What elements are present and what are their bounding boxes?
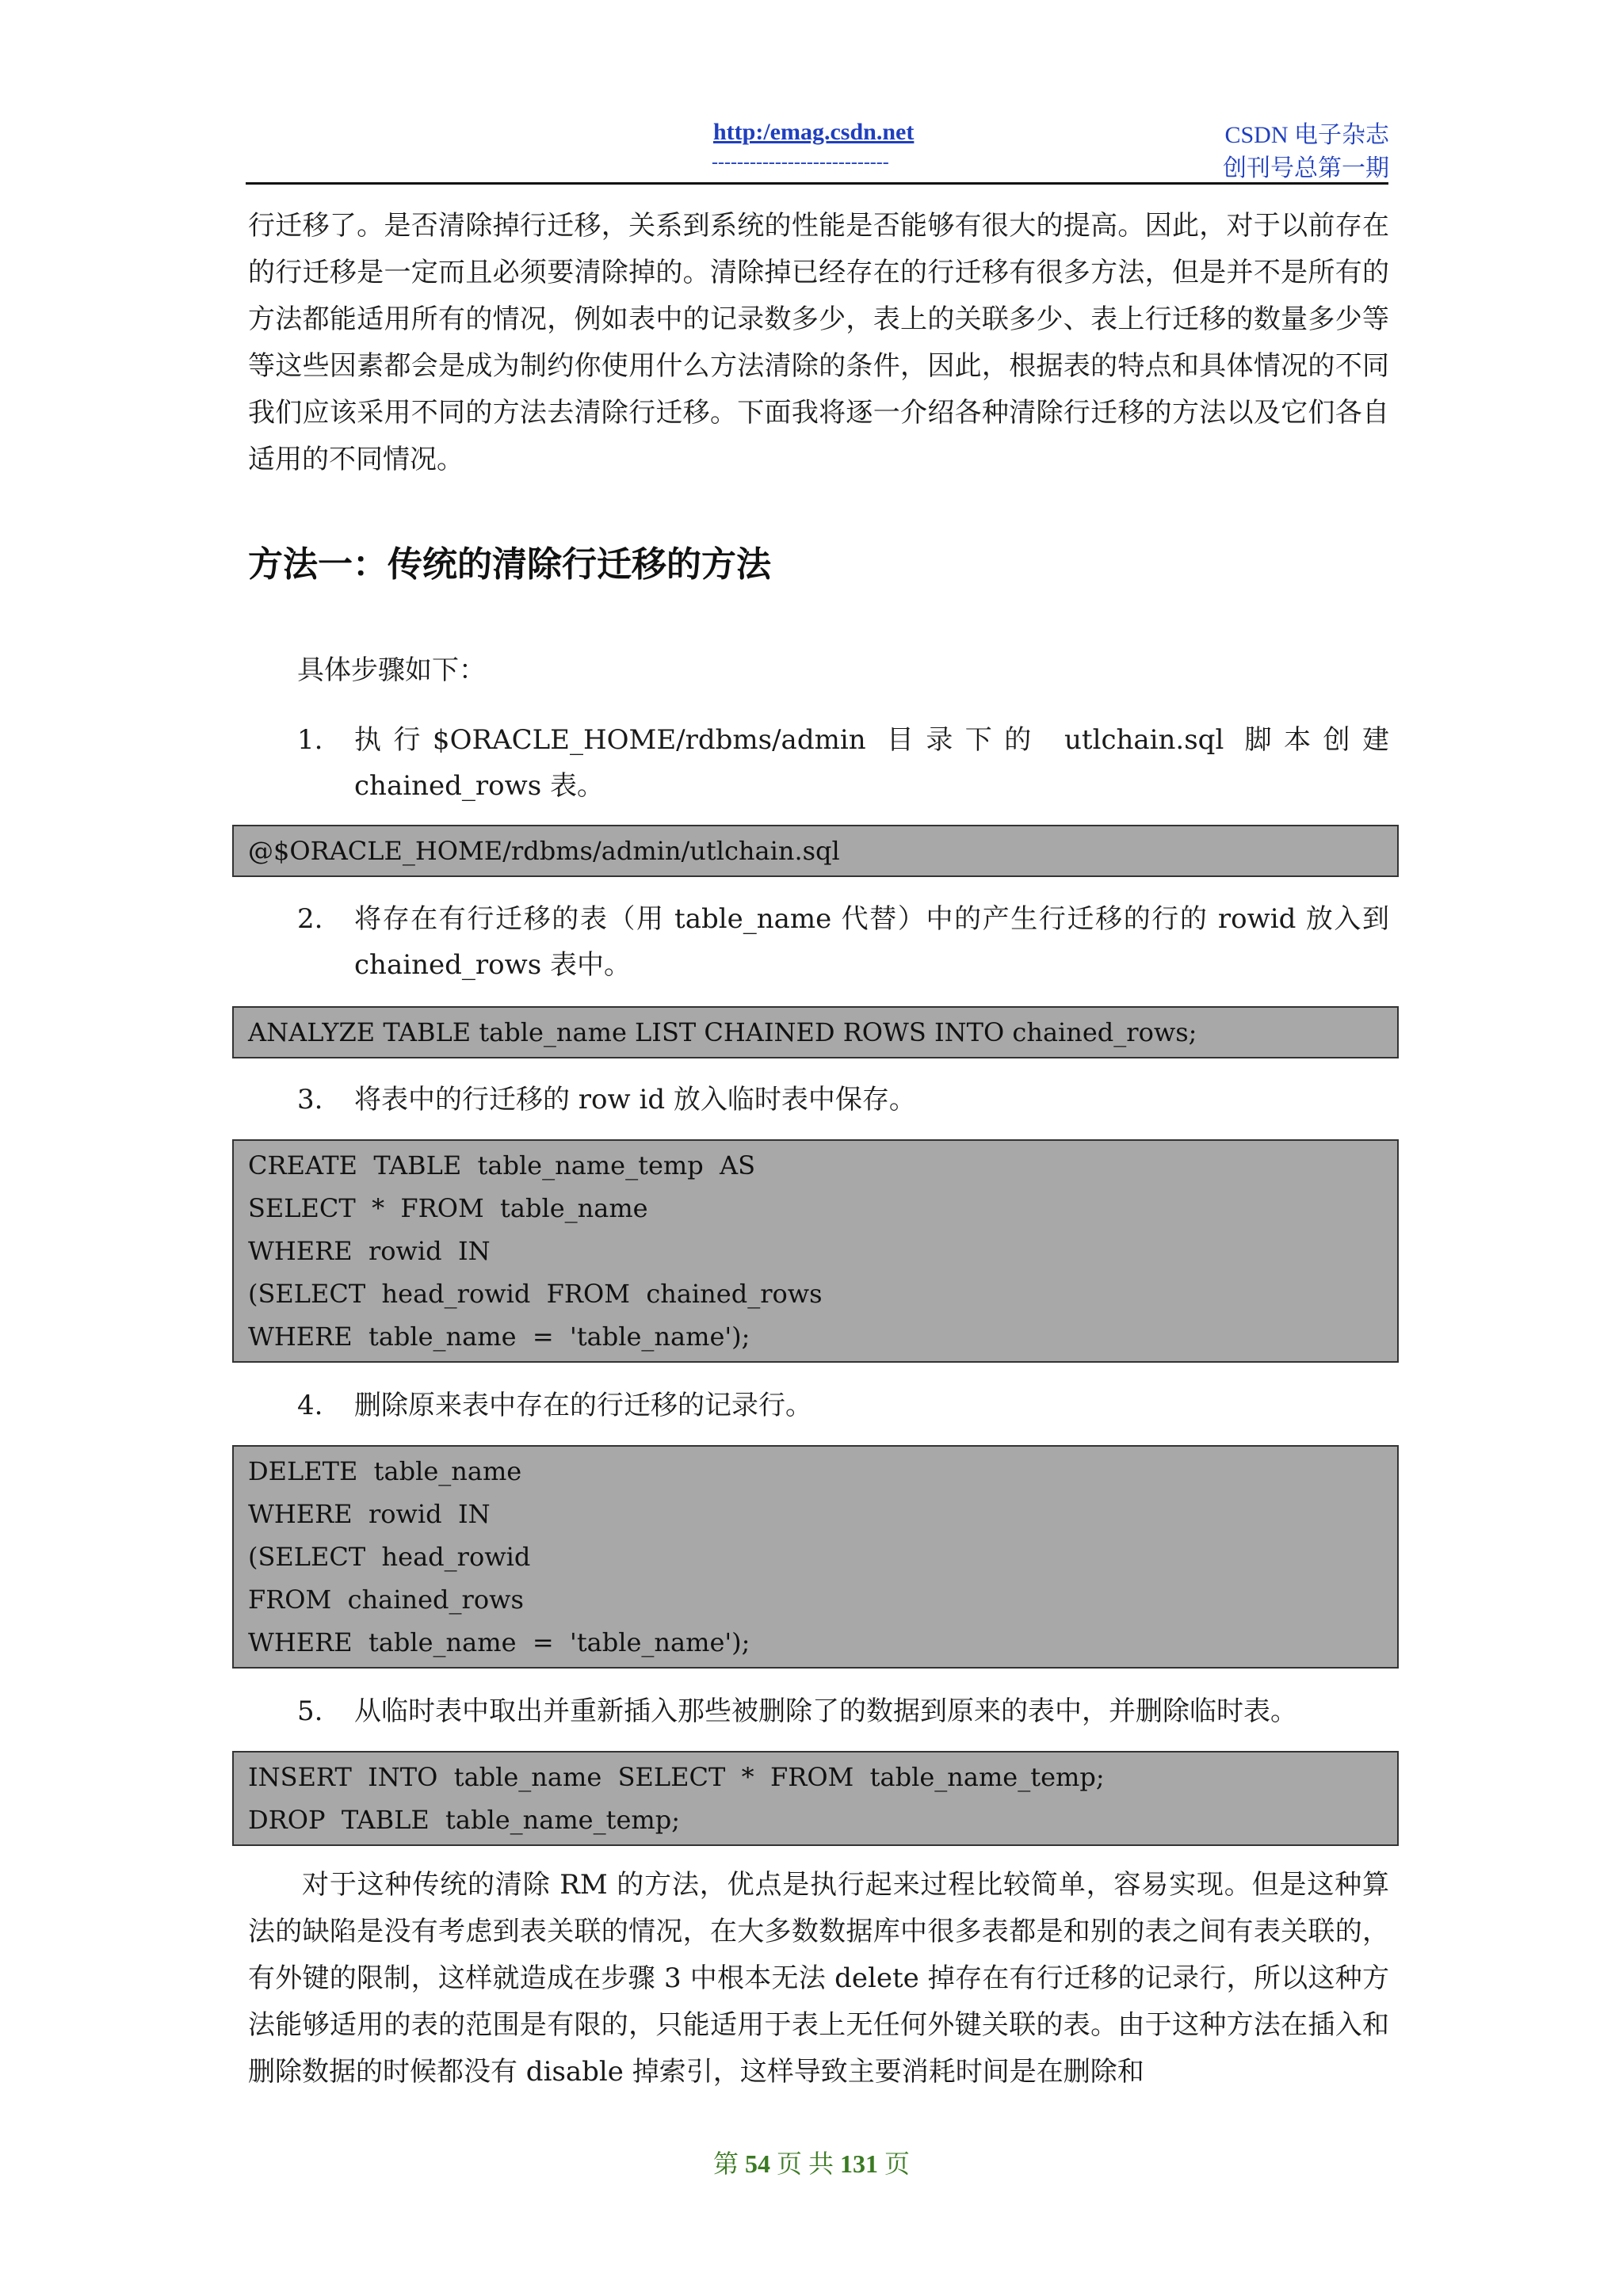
magazine-info	[1223, 119, 1389, 185]
header-link[interactable]: http:/emag.csdn.net	[713, 119, 915, 145]
footer-prefix: 第	[712, 2149, 739, 2178]
step-number: 4.	[297, 1390, 323, 1421]
code-line: ANALYZE TABLE table_name LIST CHAINED ROWS INTO chained_rows;	[248, 1017, 1197, 1047]
step-text: 将存在有行迁移的表（用 table_name 代替）中的产生行迁移的行的 rowid 放入到 chained_rows 表中。	[354, 903, 1389, 981]
magazine-title: CSDN 电子杂志	[1224, 122, 1389, 148]
code-block-5	[232, 1751, 1399, 1846]
code-line: DROP TABLE table_name_temp;	[248, 1805, 680, 1835]
step-4	[297, 1383, 1389, 1428]
step-number: 1.	[297, 724, 323, 756]
magazine-issue: 创刊号总第一期	[1223, 155, 1389, 181]
code-line: DELETE table_name	[248, 1456, 522, 1486]
step-text: 将表中的行迁移的 row id 放入临时表中保存。	[354, 1084, 916, 1116]
header-divider	[246, 182, 1388, 185]
code-block-2	[232, 1006, 1399, 1058]
section-heading: 方法一：传统的清除行迁移的方法	[248, 544, 771, 585]
step-2	[297, 896, 1389, 988]
steps-intro: 具体步骤如下：	[297, 654, 486, 686]
code-line: WHERE table_name = 'table_name');	[248, 1627, 750, 1657]
intro-paragraph: 行迁移了。是否清除掉行迁移，关系到系统的性能是否能够有很大的提高。因此，对于以前存在的行迁移是一定而且必须要清除掉的。清除掉已经存在的行迁移有很多方法，但是并不是所有的方法都能适用所有的情况，例如表中的记录数多少，表上的关联多少、表上行迁移的数量多少等等这些因素都会是成为制约你使用什么方法清除的条件，因此，根据表的特点和具体情况的不同我们应该采用不同的方法去清除行迁移。下面我将逐一介绍各种清除行迁移的方法以及它们各自适用的不同情况。	[248, 210, 1389, 475]
step-3	[297, 1077, 1389, 1123]
header-dashes: ----------------------------	[712, 152, 889, 173]
code-line: (SELECT head_rowid	[248, 1542, 531, 1572]
step-text: 从临时表中取出并重新插入那些被删除了的数据到原来的表中，并删除临时表。	[354, 1695, 1297, 1727]
footer-suffix: 页	[884, 2149, 911, 2178]
step-number: 2.	[297, 903, 323, 935]
code-line: WHERE rowid IN	[248, 1499, 491, 1529]
page-footer	[0, 2144, 1623, 2180]
step-number: 3.	[297, 1084, 323, 1116]
footer-total-pages: 131	[840, 2149, 878, 2178]
code-block-3	[232, 1139, 1399, 1363]
code-line: WHERE rowid IN	[248, 1236, 491, 1266]
code-line: INSERT INTO table_name SELECT * FROM table_name_temp;	[248, 1762, 1105, 1792]
code-line: WHERE table_name = 'table_name');	[248, 1322, 750, 1352]
step-number: 5.	[297, 1695, 323, 1727]
step-text: 删除原来表中存在的行迁移的记录行。	[354, 1390, 812, 1421]
code-block-1	[232, 825, 1399, 877]
code-block-4	[232, 1445, 1399, 1669]
analysis-paragraph: 对于这种传统的清除 RM 的方法，优点是执行起来过程比较简单，容易实现。但是这种算法的缺陷是没有考虑到表关联的情况，在大多数数据库中很多表都是和别的表之间有表关联的，有外键的限制，这样就造成在步骤 3 中根本无法 delete 掉存在有行迁移的记录行，所以这种方法能够适用的表的范围是有限的，只能适用于表上无任何外键关联的表。由于这种方法在插入和删除数据的时候都没有 disable 掉索引，这样导致主要消耗时间是在删除和	[248, 1869, 1389, 2088]
step-1	[297, 717, 1389, 809]
step-text: 执行$ORACLE_HOME/rdbms/admin 目录下的 utlchain.sql 脚本创建 chained_rows 表。	[354, 724, 1389, 802]
footer-middle: 页 共	[776, 2149, 834, 2178]
code-line: (SELECT head_rowid FROM chained_rows	[248, 1279, 823, 1309]
code-line: SELECT * FROM table_name	[248, 1193, 648, 1223]
code-line: @$ORACLE_HOME/rdbms/admin/utlchain.sql	[248, 836, 840, 866]
footer-page-number: 54	[744, 2149, 770, 2178]
step-5	[297, 1688, 1389, 1734]
code-line: FROM chained_rows	[248, 1585, 524, 1615]
code-line: CREATE TABLE table_name_temp AS	[248, 1150, 756, 1180]
